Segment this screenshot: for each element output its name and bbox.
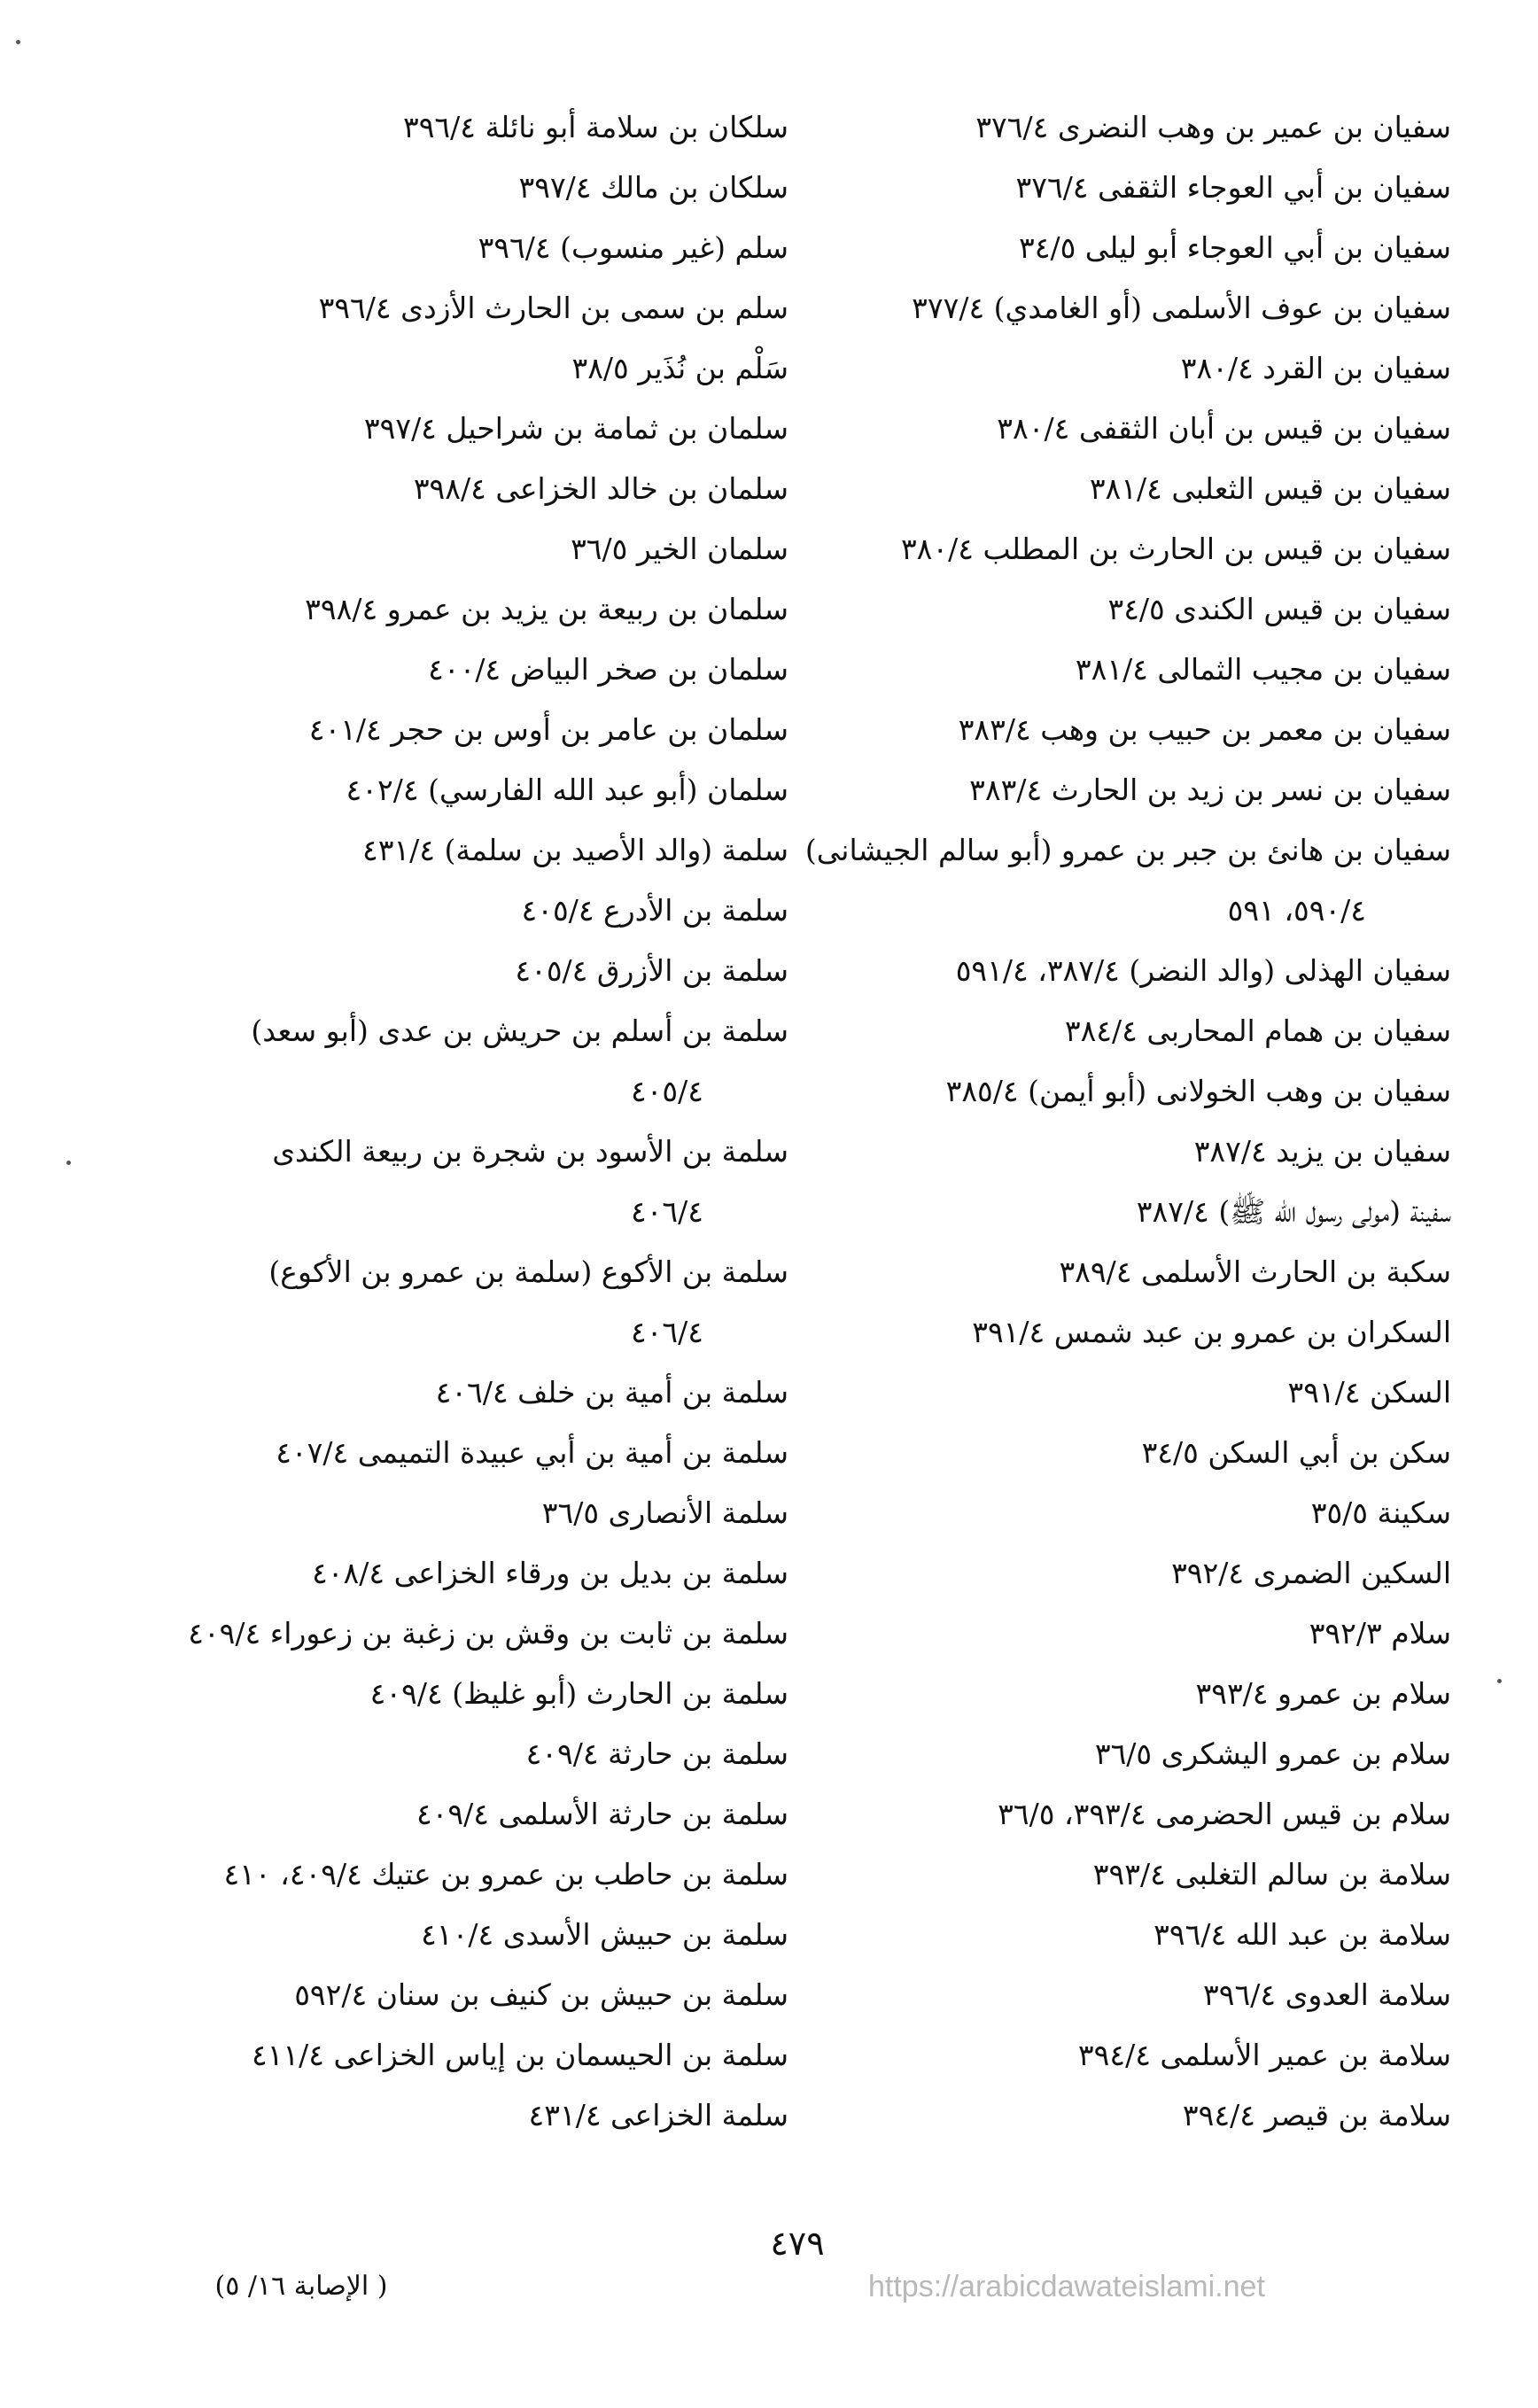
index-entry: سَلْم بن نُذَير ٣٨/٥ (571, 351, 788, 385)
index-entry: سلم بن سمى بن الحارث الأزدى ٣٩٦/٤ (318, 291, 788, 325)
index-entry: سلمان بن ثمامة بن شراحيل ٣٩٧/٤ (363, 411, 788, 446)
index-entry-continuation: ٤٠٦/٤ (630, 1315, 703, 1349)
index-entry: سلمان بن ربيعة بن يزيد بن عمرو ٣٩٨/٤ (305, 592, 788, 626)
index-entry: سلمان الخير ٣٦/٥ (571, 532, 788, 566)
index-entry: السكن ٣٩١/٤ (1287, 1375, 1451, 1410)
index-entry: سكبة بن الحارث الأسلمى ٣٨٩/٤ (1059, 1254, 1451, 1289)
index-entry: سفيان بن عمير بن وهب النضرى ٣٧٦/٤ (975, 110, 1451, 144)
index-entry: سلمان بن خالد الخزاعى ٣٩٨/٤ (413, 471, 788, 506)
index-entry: سلمة بن الأكوع (سلمة بن عمرو بن الأكوع) (268, 1254, 788, 1289)
index-entry: سلمة بن أمية بن أبي عبيدة التميمى ٤٠٧/٤ (276, 1435, 788, 1470)
index-entry: سلمة بن حارثة الأسلمى ٤٠٩/٤ (416, 1797, 788, 1831)
left-column (97, 97, 788, 2146)
index-entry: سفيان بن القرد ٣٨٠/٤ (1180, 351, 1451, 385)
index-entry: سلمة (والد الأصيد بن سلمة) ٤٣١/٤ (362, 833, 788, 867)
index-entry-continuation: ٥٩٠/٤، ٥٩١ (1227, 893, 1366, 928)
index-entry: سفيان بن قيس بن أبان الثقفى ٣٨٠/٤ (997, 411, 1451, 446)
scan-speck (66, 1161, 71, 1165)
index-entry: سلمة بن الأسود بن شجرة بن ربيعة الكندى (272, 1134, 788, 1169)
index-entry: سلام ٣٩٢/٣ (1309, 1616, 1451, 1651)
index-entry: سفيان بن مجيب الثمالى ٣٨١/٤ (1075, 652, 1451, 687)
scan-speck (1497, 1679, 1502, 1683)
index-entry: سلام بن عمرو ٣٩٣/٤ (1195, 1676, 1451, 1711)
index-entry: سلم (غير منسوب) ٣٩٦/٤ (478, 230, 788, 265)
index-entry: سلمة بن الحارث (أبو غليظ) ٤٠٩/٤ (369, 1676, 788, 1711)
index-entry: سلمة بن ثابت بن وقش بن زغبة بن زعوراء ٤٠٩/٤ (188, 1616, 788, 1651)
index-entry: سلمان (أبو عبد الله الفارسي) ٤٠٢/٤ (346, 773, 788, 807)
index-entry: سفيان بن قيس الكندى ٣٤/٥ (1107, 592, 1451, 626)
page-number: ٤٧٩ (770, 2224, 825, 2263)
index-entry: سفيان بن يزيد ٣٨٧/٤ (1193, 1134, 1451, 1169)
index-entry: سلمة بن حاطب بن عمرو بن عتيك ٤٠٩/٤، ٤١٠ (223, 1857, 788, 1891)
index-entry: سكن بن أبي السكن ٣٤/٥ (1141, 1435, 1451, 1470)
index-entry: سلمة بن الأدرع ٤٠٥/٤ (521, 893, 788, 928)
scan-speck (16, 40, 20, 44)
index-entry: سفيان بن أبي العوجاء أبو ليلى ٣٤/٥ (1019, 230, 1451, 265)
index-entry: سفيان الهذلى (والد النضر) ٣٨٧/٤، ٥٩١/٤ (955, 953, 1451, 988)
index-entry: سلمة بن بديل بن ورقاء الخزاعى ٤٠٨/٤ (312, 1556, 788, 1590)
index-entry: سلمة بن حبيش الأسدى ٤١٠/٤ (421, 1917, 788, 1952)
index-entry: سلامة العدوى ٣٩٦/٤ (1203, 1977, 1451, 2012)
index-entry: سلمان بن صخر البياض ٤٠٠/٤ (428, 652, 788, 687)
index-entry: سلمة بن أمية بن خلف ٤٠٦/٤ (435, 1375, 788, 1410)
index-entry: سفيان بن قيس بن الحارث بن المطلب ٣٨٠/٤ (900, 532, 1451, 566)
source-reference: ( الإصابة ١٦/ ٥) (214, 2271, 388, 2302)
index-entry: سلمة بن أسلم بن حريش بن عدى (أبو سعد) (251, 1014, 788, 1048)
index-entry: سفينة (مولى رسول الله ﷺ) ٣٨٧/٤ (1136, 1194, 1451, 1229)
index-entry: سلمة الخزاعى ٤٣١/٤ (528, 2098, 788, 2132)
index-entry: سفيان بن أبي العوجاء الثقفى ٣٧٦/٤ (1015, 170, 1451, 205)
index-entry: سفيان بن عوف الأسلمى (أو الغامدي) ٣٧٧/٤ (912, 291, 1451, 325)
index-entry: سفيان بن وهب الخولانى (أبو أيمن) ٣٨٥/٤ (945, 1074, 1451, 1108)
index-entry-continuation: ٤٠٥/٤ (630, 1074, 703, 1108)
index-entry: سلمة بن الحيسمان بن إياس الخزاعى ٤١١/٤ (251, 2038, 788, 2072)
index-entry: سلكان بن سلامة أبو نائلة ٣٩٦/٤ (402, 110, 788, 144)
index-entry: سلمان بن عامر بن أوس بن حجر ٤٠١/٤ (308, 712, 788, 747)
index-entry: سلمة بن حارثة ٤٠٩/٤ (525, 1736, 788, 1771)
index-entry: سلام بن عمرو اليشكرى ٣٦/٥ (1094, 1736, 1451, 1771)
index-entry: سلامة بن قيصر ٣٩٤/٤ (1182, 2098, 1451, 2132)
index-entry: سفيان بن نسر بن زيد بن الحارث ٣٨٣/٤ (969, 773, 1451, 807)
index-entry: سلمة الأنصارى ٣٦/٥ (541, 1495, 788, 1530)
index-entry: سفيان بن معمر بن حبيب بن وهب ٣٨٣/٤ (958, 712, 1451, 747)
index-entry: سلامة بن عبد الله ٣٩٦/٤ (1154, 1917, 1451, 1952)
index-entry: سلكان بن مالك ٣٩٧/٤ (518, 170, 788, 205)
index-entry: سفيان بن هانئ بن جبر بن عمرو (أبو سالم الجيشانى) (804, 833, 1451, 867)
index-entry: سلمة بن الأزرق ٤٠٥/٤ (515, 953, 788, 988)
index-entry: سلامة بن سالم التغلبى ٣٩٣/٤ (1092, 1857, 1451, 1891)
index-entry-continuation: ٤٠٦/٤ (630, 1194, 703, 1229)
index-entry: سكينة ٣٥/٥ (1310, 1495, 1451, 1530)
right-column (778, 97, 1451, 2146)
index-entry: سلامة بن عمير الأسلمى ٣٩٤/٤ (1077, 2038, 1451, 2072)
index-entry: سلمة بن حبيش بن كنيف بن سنان ٥٩٢/٤ (294, 1977, 788, 2012)
index-entry: سفيان بن همام المحاربى ٣٨٤/٤ (1064, 1014, 1451, 1048)
index-entry: سلام بن قيس الحضرمى ٣٩٣/٤، ٣٦/٥ (998, 1797, 1451, 1831)
index-entry: السكين الضمرى ٣٩٢/٤ (1171, 1556, 1451, 1590)
watermark-url: https://arabicdawateislami.net (868, 2270, 1265, 2303)
index-entry: سفيان بن قيس الثعلبى ٣٨١/٤ (1089, 471, 1451, 506)
index-entry: السكران بن عمرو بن عبد شمس ٣٩١/٤ (972, 1315, 1451, 1349)
